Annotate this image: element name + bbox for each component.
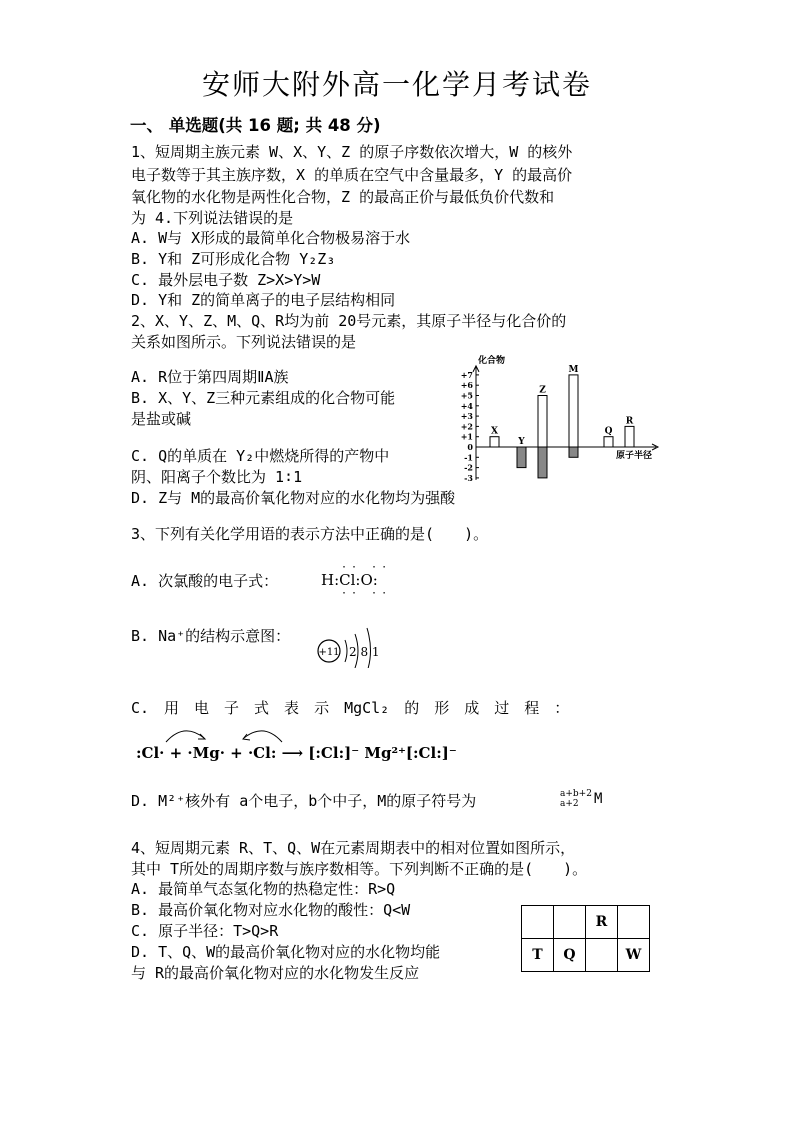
q3-option-b-label: B. Na⁺的结构示意图： bbox=[131, 627, 291, 645]
q1-option-c: C. 最外层电子数 Z>X>Y>W bbox=[131, 271, 321, 289]
q4-option-b: B. 最高价氧化物对应水化物的酸性：Q<W bbox=[131, 901, 411, 919]
chart-ylabel: 化合物 bbox=[478, 356, 506, 366]
q4-line-2: 其中 T所处的周期序数与族序数相等。下列判断不正确的是( )。 bbox=[131, 860, 588, 878]
y-tick-label: +5 bbox=[460, 390, 473, 401]
y-tick-label: +4 bbox=[460, 400, 473, 411]
bar-label: R bbox=[625, 416, 634, 427]
valence-radius-chart bbox=[456, 350, 666, 490]
mgcl2-formation-formula: :Cl· + ·Mg· + ·Cl: ⟶ [:Cl:]⁻ Mg²⁺[:Cl:]⁻ bbox=[136, 744, 457, 762]
q3-option-c-label: C. 用 电 子 式 表 示 MgCl₂ 的 形 成 过 程 ： bbox=[131, 699, 570, 717]
q2-line-2: 关系如图所示。下列说法错误的是 bbox=[131, 333, 357, 351]
q1-option-d: D. Y和 Z的简单离子的电子层结构相同 bbox=[131, 291, 396, 309]
q2-option-b-2: 是盐或碱 bbox=[131, 410, 192, 428]
y-tick-label: -3 bbox=[464, 472, 473, 483]
y-tick-label: +6 bbox=[460, 380, 473, 391]
y-tick-label: 0 bbox=[467, 442, 473, 452]
periodic-table-fragment bbox=[521, 905, 650, 972]
table-cell bbox=[554, 906, 586, 939]
bar-label: Z bbox=[539, 385, 546, 396]
atomic-number: a+2 bbox=[560, 799, 579, 809]
table-cell: R bbox=[586, 906, 618, 939]
bar-negative bbox=[517, 447, 526, 468]
bar-positive bbox=[490, 437, 499, 447]
q4-option-d-2: 与 R的最高价氧化物对应的水化物发生反应 bbox=[131, 964, 420, 982]
chart-xlabel: 原子半径 bbox=[616, 451, 653, 461]
y-tick-label: +2 bbox=[460, 421, 473, 432]
q3-stem: 3、下列有关化学用语的表示方法中正确的是( )。 bbox=[131, 525, 489, 543]
table-row bbox=[522, 939, 650, 972]
bar-positive bbox=[625, 426, 634, 447]
electron-shells: 2 8 1 bbox=[349, 645, 380, 659]
bar-positive bbox=[604, 437, 613, 447]
y-tick-label: -1 bbox=[464, 452, 473, 463]
q2-option-a: A. R位于第四周期ⅡA族 bbox=[131, 368, 289, 386]
bar-positive bbox=[538, 396, 547, 448]
q1-line-3: 氧化物的水化物是两性化合物，Z 的最高正价与最低负价代数和 bbox=[131, 188, 555, 206]
table-cell bbox=[522, 906, 554, 939]
q3-option-a-label: A. 次氯酸的电子式： bbox=[131, 572, 279, 590]
q1-line-4: 为 4.下列说法错误的是 bbox=[131, 209, 294, 227]
q2-option-b-1: B. X、Y、Z三种元素组成的化合物可能 bbox=[131, 389, 396, 407]
bar-label: Q bbox=[604, 426, 613, 437]
table-cell bbox=[586, 939, 618, 972]
page-title: 安师大附外高一化学月考试卷 bbox=[201, 68, 592, 101]
q2-option-d: D. Z与 M的最高价氧化物对应的水化物均为强酸 bbox=[131, 489, 456, 507]
sodium-ion-structure-diagram bbox=[312, 620, 392, 668]
table-cell: Q bbox=[554, 939, 586, 972]
q4-line-1: 4、短周期元素 R、T、Q、W在元素周期表中的相对位置如图所示， bbox=[131, 839, 576, 857]
bar-label: Y bbox=[518, 437, 525, 447]
q1-option-a: A. W与 X形成的最简单化合物极易溶于水 bbox=[131, 229, 411, 247]
q4-option-d-1: D. T、Q、W的最高价氧化物对应的水化物均能 bbox=[131, 943, 441, 961]
bar-negative bbox=[538, 447, 547, 478]
q4-option-c: C. 原子半径：T>Q>R bbox=[131, 922, 279, 940]
table-cell: T bbox=[522, 939, 554, 972]
table-cell bbox=[618, 906, 650, 939]
q3-option-d-label: D. M²⁺核外有 a个电子，b个中子，M的原子符号为 bbox=[131, 792, 477, 810]
q4-option-a: A. 最简单气态氢化物的热稳定性：R>Q bbox=[131, 880, 396, 898]
element-symbol: M bbox=[594, 791, 603, 807]
q2-option-c-1: C. Q的单质在 Y₂中燃烧所得的产物中 bbox=[131, 447, 390, 465]
q1-line-2: 电子数等于其主族序数，X 的单质在空气中含量最多，Y 的最高价 bbox=[131, 166, 573, 184]
q3-option-a-formula: H:Cl:O: bbox=[321, 571, 378, 589]
nucleus-charge: +11 bbox=[318, 647, 340, 658]
mass-number: a+b+2 bbox=[560, 789, 592, 799]
q2-option-c-2: 阴、阳离子个数比为 1∶1 bbox=[131, 468, 303, 486]
q2-line-1: 2、X、Y、Z、M、Q、R均为前 20号元素，其原子半径与化合价的 bbox=[131, 312, 567, 330]
y-tick-label: +1 bbox=[460, 431, 473, 442]
section-heading: 一、 单选题(共 16 题; 共 48 分) bbox=[130, 116, 381, 135]
bar-negative bbox=[569, 447, 578, 457]
bar-positive bbox=[569, 375, 578, 447]
y-tick-label: -2 bbox=[464, 462, 473, 473]
y-tick-label: +3 bbox=[460, 411, 473, 422]
bar-label: M bbox=[568, 364, 579, 375]
y-tick-label: +7 bbox=[460, 369, 473, 380]
nuclide-symbol bbox=[560, 789, 610, 811]
q1-option-b: B. Y和 Z可形成化合物 Y₂Z₃ bbox=[131, 250, 336, 268]
table-cell: W bbox=[618, 939, 650, 972]
bar-label: X bbox=[491, 426, 498, 437]
mgcl2-formation-diagram bbox=[134, 720, 464, 770]
q1-line-1: 1、短周期主族元素 W、X、Y、Z 的原子序数依次增大，W 的核外 bbox=[131, 143, 573, 161]
table-row bbox=[522, 906, 650, 939]
chart-plot-area bbox=[461, 365, 658, 483]
